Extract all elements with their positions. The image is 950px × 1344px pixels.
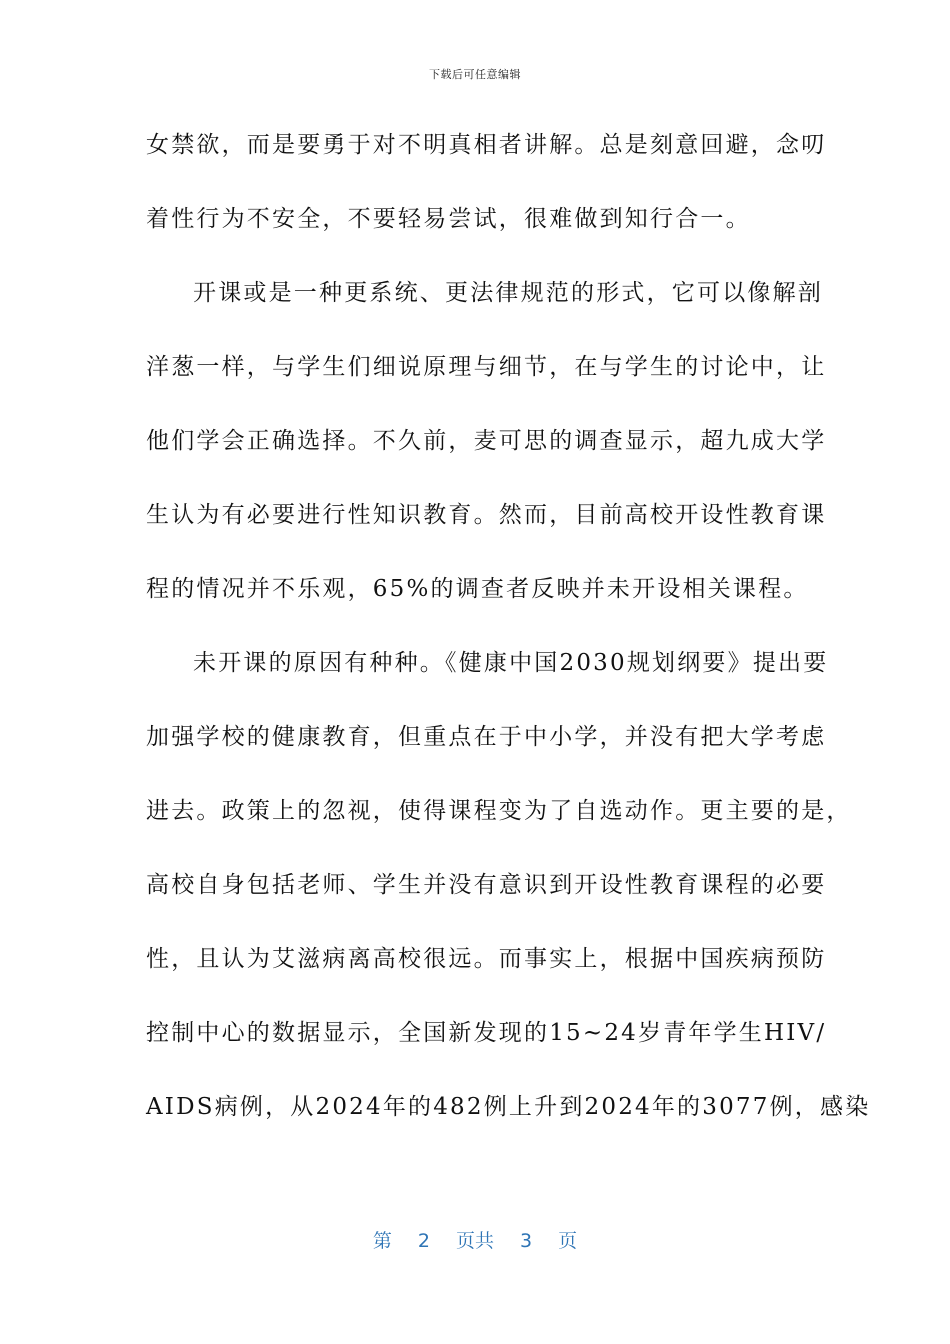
text-line: 控制中心的数据显示，全国新发现的15~24岁青年学生HIV/ <box>146 1020 827 1046</box>
text-line: 女禁欲，而是要勇于对不明真相者讲解。总是刻意回避，念叨 <box>146 132 827 158</box>
current-page-number: 2 <box>417 1230 430 1252</box>
text-line: 洋葱一样，与学生们细说原理与细节，在与学生的讨论中，让 <box>146 354 827 380</box>
text-line: 着性行为不安全，不要轻易尝试，很难做到知行合一。 <box>146 206 751 232</box>
page-footer <box>0 1226 950 1253</box>
page-label-prefix: 第 <box>372 1230 392 1252</box>
text-line: 性，且认为艾滋病离高校很远。而事实上，根据中国疾病预防 <box>146 946 827 972</box>
page-label-suffix: 页 <box>558 1230 578 1252</box>
text-line: 程的情况并不乐观，65%的调查者反映并未开设相关课程。 <box>146 576 809 602</box>
paragraph-start-line: 开课或是一种更系统、更法律规范的形式，它可以像解剖 <box>193 280 823 306</box>
total-pages-number: 3 <box>520 1230 533 1252</box>
text-line: AIDS病例，从2024年的482例上升到2024年的3077例，感染 <box>146 1094 871 1120</box>
text-line: 他们学会正确选择。不久前，麦可思的调查显示，超九成大学 <box>146 428 827 454</box>
text-line: 生认为有必要进行性知识教育。然而，目前高校开设性教育课 <box>146 502 827 528</box>
page-label-mid: 页共 <box>455 1230 494 1252</box>
header-note: 下载后可任意编辑 <box>429 68 521 81</box>
text-line: 高校自身包括老师、学生并没有意识到开设性教育课程的必要 <box>146 872 827 898</box>
text-line: 进去。政策上的忽视，使得课程变为了自选动作。更主要的是， <box>146 798 852 824</box>
document-body <box>146 108 871 1144</box>
paragraph-start-line: 未开课的原因有种种。《健康中国2030规划纲要》提出要 <box>193 650 829 676</box>
text-line: 加强学校的健康教育，但重点在于中小学，并没有把大学考虑 <box>146 724 827 750</box>
